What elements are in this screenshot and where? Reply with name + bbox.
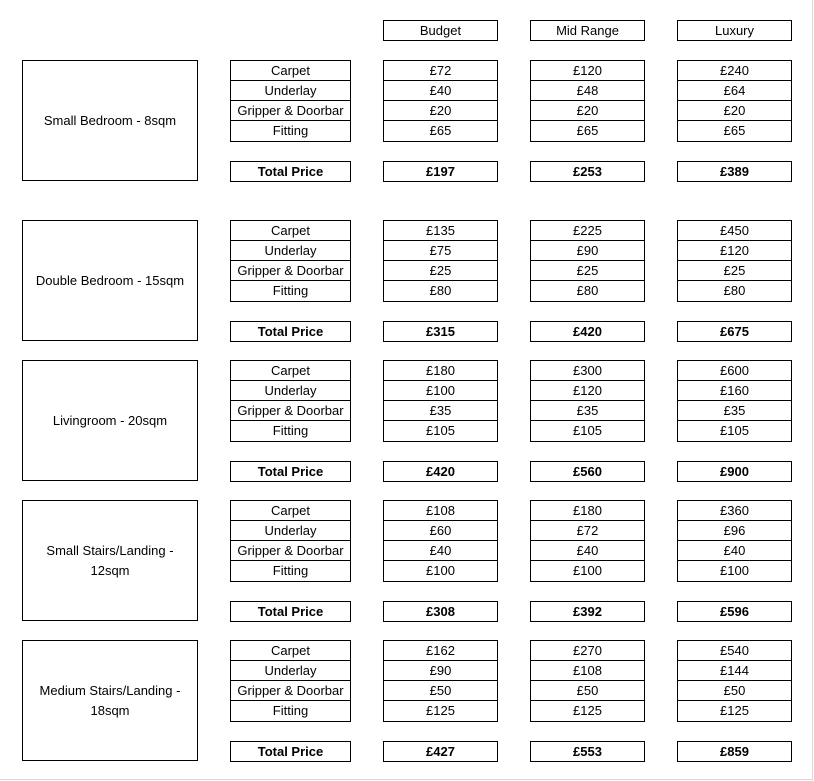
budget-carpet: £135 <box>384 221 497 241</box>
budget-fitting: £105 <box>426 423 455 438</box>
room-label-small-bedroom: Small Bedroom - 8sqm <box>22 60 198 181</box>
line-item-labels-small-stairs-landing <box>230 500 351 622</box>
budget-carpet: £108 <box>384 501 497 521</box>
header-luxury: Luxury <box>677 20 792 41</box>
budget-gripper-doorbar: £35 <box>384 401 497 421</box>
luxury-fitting: £125 <box>720 703 749 718</box>
budget-underlay: £60 <box>384 521 497 541</box>
label-carpet: Carpet <box>231 361 350 381</box>
room-label-double-bedroom: Double Bedroom - 15sqm <box>22 220 198 341</box>
luxury-column-small-stairs-landing <box>677 500 792 622</box>
mid-range-total: £560 <box>530 461 645 482</box>
mid-range-total: £553 <box>530 741 645 762</box>
label-carpet: Carpet <box>231 61 350 81</box>
budget-underlay: £40 <box>384 81 497 101</box>
total-price-label: Total Price <box>230 461 351 482</box>
luxury-underlay: £64 <box>678 81 791 101</box>
luxury-carpet: £600 <box>678 361 791 381</box>
mid-range-total: £253 <box>530 161 645 182</box>
label-underlay: Underlay <box>231 81 350 101</box>
luxury-gripper-doorbar: £25 <box>678 261 791 281</box>
luxury-underlay: £120 <box>678 241 791 261</box>
label-fitting: Fitting <box>272 703 309 718</box>
luxury-column-double-bedroom <box>677 220 792 342</box>
mid-range-column-double-bedroom <box>530 220 645 342</box>
budget-column-medium-stairs-landing <box>383 640 498 762</box>
budget-total: £308 <box>383 601 498 622</box>
mid-range-underlay: £108 <box>531 661 644 681</box>
mid-range-carpet: £120 <box>531 61 644 81</box>
label-underlay: Underlay <box>231 521 350 541</box>
mid-range-gripper-doorbar: £20 <box>531 101 644 121</box>
luxury-carpet: £540 <box>678 641 791 661</box>
budget-column-small-bedroom <box>383 60 498 182</box>
mid-range-gripper-doorbar: £25 <box>531 261 644 281</box>
luxury-column-small-bedroom <box>677 60 792 182</box>
luxury-gripper-doorbar: £20 <box>678 101 791 121</box>
budget-total: £197 <box>383 161 498 182</box>
line-item-labels-livingroom <box>230 360 351 482</box>
header-mid-range: Mid Range <box>530 20 645 41</box>
budget-underlay: £75 <box>384 241 497 261</box>
line-item-labels-small-bedroom <box>230 60 351 182</box>
luxury-carpet: £240 <box>678 61 791 81</box>
budget-carpet: £72 <box>384 61 497 81</box>
mid-range-column-small-stairs-landing <box>530 500 645 622</box>
budget-underlay: £90 <box>384 661 497 681</box>
mid-range-underlay: £72 <box>531 521 644 541</box>
mid-range-gripper-doorbar: £35 <box>531 401 644 421</box>
luxury-total: £859 <box>677 741 792 762</box>
luxury-fitting: £65 <box>723 123 746 138</box>
total-price-label: Total Price <box>230 161 351 182</box>
budget-fitting: £125 <box>426 703 455 718</box>
luxury-underlay: £160 <box>678 381 791 401</box>
luxury-total: £900 <box>677 461 792 482</box>
luxury-carpet: £360 <box>678 501 791 521</box>
luxury-column-medium-stairs-landing <box>677 640 792 762</box>
budget-fitting: £100 <box>426 563 455 578</box>
budget-column-livingroom <box>383 360 498 482</box>
mid-range-underlay: £120 <box>531 381 644 401</box>
label-fitting: Fitting <box>272 563 309 578</box>
label-fitting: Fitting <box>272 123 309 138</box>
label-gripper-doorbar: Gripper & Doorbar <box>231 101 350 121</box>
room-label-medium-stairs-landing: Medium Stairs/Landing - 18sqm <box>22 640 198 761</box>
label-gripper-doorbar: Gripper & Doorbar <box>231 261 350 281</box>
label-carpet: Carpet <box>231 221 350 241</box>
budget-column-small-stairs-landing <box>383 500 498 622</box>
budget-fitting: £65 <box>429 123 452 138</box>
budget-gripper-doorbar: £40 <box>384 541 497 561</box>
luxury-underlay: £96 <box>678 521 791 541</box>
luxury-gripper-doorbar: £50 <box>678 681 791 701</box>
luxury-total: £389 <box>677 161 792 182</box>
mid-range-carpet: £300 <box>531 361 644 381</box>
mid-range-underlay: £90 <box>531 241 644 261</box>
budget-total: £315 <box>383 321 498 342</box>
budget-underlay: £100 <box>384 381 497 401</box>
mid-range-fitting: £100 <box>573 563 602 578</box>
luxury-total: £675 <box>677 321 792 342</box>
mid-range-gripper-doorbar: £40 <box>531 541 644 561</box>
total-price-label: Total Price <box>230 741 351 762</box>
line-item-labels-medium-stairs-landing <box>230 640 351 762</box>
line-item-labels-double-bedroom <box>230 220 351 342</box>
mid-range-fitting: £65 <box>576 123 599 138</box>
luxury-column-livingroom <box>677 360 792 482</box>
budget-total: £427 <box>383 741 498 762</box>
luxury-gripper-doorbar: £40 <box>678 541 791 561</box>
mid-range-gripper-doorbar: £50 <box>531 681 644 701</box>
mid-range-carpet: £225 <box>531 221 644 241</box>
luxury-fitting: £105 <box>720 423 749 438</box>
budget-total: £420 <box>383 461 498 482</box>
budget-column-double-bedroom <box>383 220 498 342</box>
luxury-total: £596 <box>677 601 792 622</box>
mid-range-column-livingroom <box>530 360 645 482</box>
label-carpet: Carpet <box>231 641 350 661</box>
mid-range-fitting: £125 <box>573 703 602 718</box>
mid-range-column-small-bedroom <box>530 60 645 182</box>
luxury-gripper-doorbar: £35 <box>678 401 791 421</box>
room-label-livingroom: Livingroom - 20sqm <box>22 360 198 481</box>
label-gripper-doorbar: Gripper & Doorbar <box>231 681 350 701</box>
budget-gripper-doorbar: £20 <box>384 101 497 121</box>
mid-range-total: £392 <box>530 601 645 622</box>
mid-range-fitting: £80 <box>576 283 599 298</box>
luxury-underlay: £144 <box>678 661 791 681</box>
budget-carpet: £162 <box>384 641 497 661</box>
luxury-fitting: £100 <box>720 563 749 578</box>
budget-gripper-doorbar: £25 <box>384 261 497 281</box>
label-fitting: Fitting <box>272 283 309 298</box>
label-gripper-doorbar: Gripper & Doorbar <box>231 541 350 561</box>
budget-fitting: £80 <box>429 283 452 298</box>
label-underlay: Underlay <box>231 661 350 681</box>
label-fitting: Fitting <box>272 423 309 438</box>
label-gripper-doorbar: Gripper & Doorbar <box>231 401 350 421</box>
room-label-small-stairs-landing: Small Stairs/Landing - 12sqm <box>22 500 198 621</box>
mid-range-underlay: £48 <box>531 81 644 101</box>
total-price-label: Total Price <box>230 601 351 622</box>
mid-range-total: £420 <box>530 321 645 342</box>
mid-range-fitting: £105 <box>573 423 602 438</box>
budget-gripper-doorbar: £50 <box>384 681 497 701</box>
mid-range-carpet: £180 <box>531 501 644 521</box>
mid-range-carpet: £270 <box>531 641 644 661</box>
luxury-carpet: £450 <box>678 221 791 241</box>
budget-carpet: £180 <box>384 361 497 381</box>
label-underlay: Underlay <box>231 241 350 261</box>
total-price-label: Total Price <box>230 321 351 342</box>
luxury-fitting: £80 <box>723 283 746 298</box>
label-underlay: Underlay <box>231 381 350 401</box>
header-budget: Budget <box>383 20 498 41</box>
mid-range-column-medium-stairs-landing <box>530 640 645 762</box>
label-carpet: Carpet <box>231 501 350 521</box>
